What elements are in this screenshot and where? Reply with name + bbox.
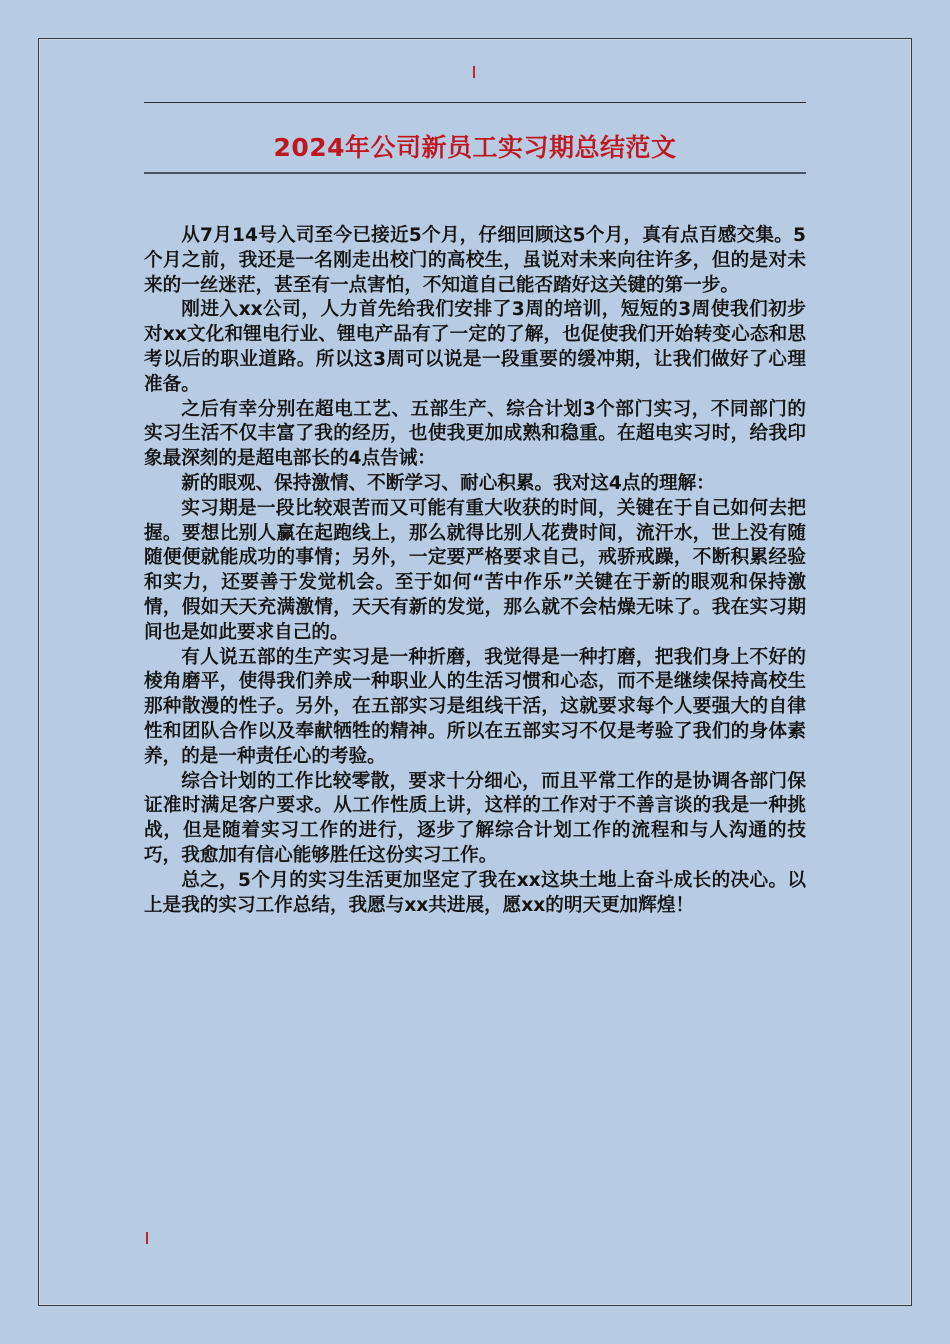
paragraph: 新的眼观、保持激情、不断学习、耐心积累。我对这4点的理解：: [181, 472, 715, 494]
paragraph: 实习期是一段比较艰苦而又可能有重大收获的时间，关键在于自己如何去把握。要想比别人赢在起跑线上，那么就得比别人花费时间，流汗水，世上没有随随便便就能成功的事情；另外，一定要严格要求自己，戒骄戒躁，不断积累经验和实力，还要善于发觉机会。至于如何“苦中作乐”关键在于新的眼观和保持激情，假如天天充满激情，天天有新的发觉，那么就不会枯燥无味了。我在实习期间也是如此要求自己的。: [144, 497, 806, 643]
paragraph: 刚进入xx公司，人力首先给我们安排了3周的培训，短短的3周使我们初步对xx文化和锂电行业、锂电产品有了一定的了解，也促使我们开始转变心态和思考以后的职业道路。所以这3周可以说是一段重要的缓冲期，让我们做好了心理准备。: [144, 299, 806, 395]
paragraph: 有人说五部的生产实习是一种折磨，我觉得是一种打磨，把我们身上不好的棱角磨平，使得我们养成一种职业人的生活习惯和心态，而不是继续保持高校生那种散漫的性子。另外，在五部实习是组线干活，这就要求每个人要强大的自律性和团队合作以及奉献牺牲的精神。所以在五部实习不仅是考验了我们的身体素养，的是一种责任心的考验。: [144, 646, 806, 767]
document-title: 2024年公司新员工实习期总结范文: [273, 133, 677, 162]
paragraph: 从7月14号入司至今已接近5个月，仔细回顾这5个月，真有点百感交集。5个月之前，我还是一名刚走出校门的高校生，虽说对未来向往许多，但的是对未来的一丝迷茫，甚至有一点害怕，不知道自己能否踏好这关键的第一步。: [144, 225, 806, 296]
title-underline: [144, 172, 806, 174]
paragraph: 综合计划的工作比较零散，要求十分细心，而且平常工作的是协调各部门保证准时满足客户要求。从工作性质上讲，这样的工作对于不善言谈的我是一种挑战，但是随着实习工作的进行，逐步了解综合计划工作的流程和与人沟通的技巧，我愈加有信心能够胜任这份实习工作。: [144, 770, 806, 866]
paragraph: 之后有幸分别在超电工艺、五部生产、综合计划3个部门实习，不同部门的实习生活不仅丰富了我的经历，也使我更加成熟和稳重。在超电实习时，给我印象最深刻的是超电部长的4点告诫：: [144, 398, 806, 470]
header-marker: [473, 66, 475, 78]
footer-marker: [146, 1232, 148, 1244]
header-rule: [144, 102, 806, 103]
paragraph: 总之，5个月的实习生活更加坚定了我在xx这块土地上奋斗成长的决心。以上是我的实习工作总结，我愿与xx共进展，愿xx的明天更加辉煌！: [144, 869, 806, 916]
document-body: [144, 224, 806, 918]
